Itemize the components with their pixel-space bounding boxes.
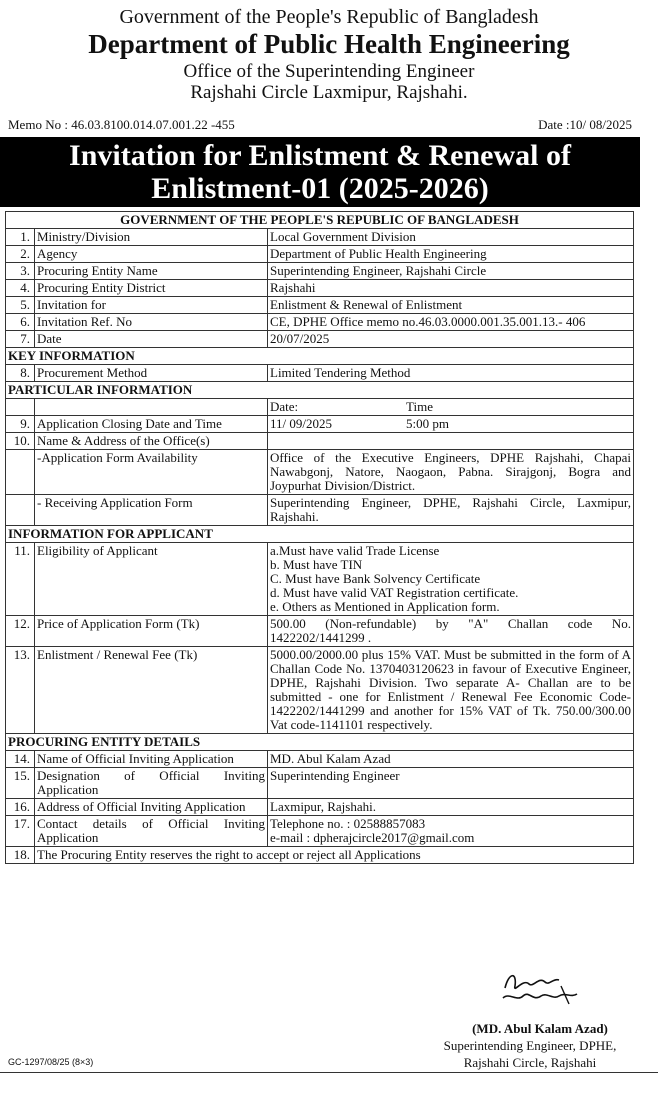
row-number: 9.: [6, 416, 35, 433]
row-value: 500.00 (Non-refundable) by "A" Challan code No. 1422202/1441299 .: [268, 616, 634, 647]
row-value: [268, 399, 634, 416]
gc-code: GC-1297/08/25 (8×3): [8, 1057, 94, 1067]
footer-divider: [0, 1072, 658, 1073]
row-number: 14.: [6, 751, 35, 768]
row-value: [268, 543, 634, 616]
table-row: [6, 799, 634, 816]
table-row: [6, 616, 634, 647]
row-number: 10.: [6, 433, 35, 450]
row-value: [268, 416, 634, 433]
row-key: Date: [35, 331, 268, 348]
table-row: [6, 263, 634, 280]
table-row: [6, 495, 634, 526]
contact-email: e-mail : dpherajcircle2017@gmail.com: [270, 830, 475, 845]
row-key: Procurement Method: [35, 365, 268, 382]
row-key: Name & Address of the Office(s): [35, 433, 268, 450]
header-department: Department of Public Health Engineering: [88, 29, 570, 59]
table-row: [6, 297, 634, 314]
table-row: [6, 847, 634, 864]
section-procuring-entity-details: PROCURING ENTITY DETAILS: [6, 734, 634, 751]
table-row: [6, 246, 634, 263]
signatory-office: Rajshahi Circle, Rajshahi: [463, 1055, 597, 1070]
row-key: - Receiving Application Form: [35, 495, 268, 526]
row-value: Local Government Division: [268, 229, 634, 246]
table-row: [6, 751, 634, 768]
memo-number: Memo No : 46.03.8100.014.07.001.22 -455: [8, 117, 235, 132]
table-row: [6, 280, 634, 297]
row-value: Office of the Executive Engineers, DPHE Rajshahi, Chapai Nawabgonj, Natore, Naogaon, Pabna. Sirajgonj, Bogra and Joypurhat Division/District.: [268, 450, 634, 495]
section-particular-information: PARTICULAR INFORMATION: [6, 382, 634, 399]
section-row: [6, 526, 634, 543]
row-value: Department of Public Health Engineering: [268, 246, 634, 263]
banner-line-2: Enlistment-01 (2025-2026): [151, 172, 489, 205]
row-number: [6, 450, 35, 495]
row-value: Rajshahi: [268, 280, 634, 297]
table-row: [6, 365, 634, 382]
table-row: [6, 816, 634, 847]
table-title-row: [6, 212, 634, 229]
row-value: Superintending Engineer: [268, 768, 634, 799]
row-value: 20/07/2025: [268, 331, 634, 348]
row-number: 18.: [6, 847, 35, 864]
eligibility-item: e. Others as Mentioned in Application form.: [270, 599, 500, 614]
contact-telephone: Telephone no. : 02588857083: [270, 816, 426, 831]
row-key: Name of Official Inviting Application: [35, 751, 268, 768]
table-row: [6, 768, 634, 799]
row-number: 6.: [6, 314, 35, 331]
row-key: -Application Form Availability: [35, 450, 268, 495]
section-row: [6, 348, 634, 365]
row-key: Enlistment / Renewal Fee (Tk): [35, 647, 268, 734]
row-value: Superintending Engineer, DPHE, Rajshahi Circle, Laxmipur, Rajshahi.: [268, 495, 634, 526]
row-value: Enlistment & Renewal of Enlistment: [268, 297, 634, 314]
header-circle: Rajshahi Circle Laxmipur, Rajshahi.: [190, 82, 468, 103]
time-header: Time: [406, 399, 433, 414]
row-key: Contact details of Official Inviting Application: [35, 816, 268, 847]
row-key: Procuring Entity District: [35, 280, 268, 297]
row-number: 3.: [6, 263, 35, 280]
row-key: Invitation Ref. No: [35, 314, 268, 331]
handwritten-signature: [495, 968, 585, 1010]
row-number: 8.: [6, 365, 35, 382]
row-key: [35, 399, 268, 416]
table-row: [6, 416, 634, 433]
table-row: [6, 331, 634, 348]
row-value: The Procuring Entity reserves the right to accept or reject all Applications: [35, 847, 634, 864]
row-number: 1.: [6, 229, 35, 246]
section-key-information: KEY INFORMATION: [6, 348, 634, 365]
row-number: [6, 495, 35, 526]
row-number: 5.: [6, 297, 35, 314]
row-key: Procuring Entity Name: [35, 263, 268, 280]
row-number: 15.: [6, 768, 35, 799]
row-key: Invitation for: [35, 297, 268, 314]
memo-date: Date :10/ 08/2025: [538, 117, 632, 132]
row-value: Laxmipur, Rajshahi.: [268, 799, 634, 816]
row-key: Designation of Official Inviting Application: [35, 768, 268, 799]
closing-date: 11/ 09/2025: [270, 416, 332, 431]
row-key: Eligibility of Applicant: [35, 543, 268, 616]
signatory-designation: Superintending Engineer, DPHE,: [443, 1038, 617, 1053]
section-row: [6, 734, 634, 751]
table-title: GOVERNMENT OF THE PEOPLE'S REPUBLIC OF BANGLADESH: [6, 212, 634, 229]
row-number: 12.: [6, 616, 35, 647]
title-banner: [0, 137, 640, 207]
row-value: [268, 816, 634, 847]
row-key: Agency: [35, 246, 268, 263]
row-value: [268, 433, 634, 450]
section-information-for-applicant: INFORMATION FOR APPLICANT: [6, 526, 634, 543]
table-row: [6, 399, 634, 416]
signatory-name: (MD. Abul Kalam Azad): [472, 1021, 608, 1036]
row-key: Address of Official Inviting Application: [35, 799, 268, 816]
header-office: Office of the Superintending Engineer: [183, 61, 475, 82]
row-number: 17.: [6, 816, 35, 847]
eligibility-item: C. Must have Bank Solvency Certificate: [270, 571, 481, 586]
eligibility-item: b. Must have TIN: [270, 557, 363, 572]
row-number: 16.: [6, 799, 35, 816]
table-row: [6, 314, 634, 331]
row-value: Limited Tendering Method: [268, 365, 634, 382]
table-row: [6, 229, 634, 246]
banner-line-1: Invitation for Enlistment & Renewal of: [69, 139, 571, 172]
eligibility-item: d. Must have valid VAT Registration certificate.: [270, 585, 519, 600]
row-number: [6, 399, 35, 416]
row-number: 13.: [6, 647, 35, 734]
row-number: 7.: [6, 331, 35, 348]
table-row: [6, 543, 634, 616]
table-row: [6, 433, 634, 450]
row-value: MD. Abul Kalam Azad: [268, 751, 634, 768]
row-value: CE, DPHE Office memo no.46.03.0000.001.35.001.13.- 406: [268, 314, 634, 331]
header-government: Government of the People's Republic of Bangladesh: [119, 6, 539, 28]
row-number: 4.: [6, 280, 35, 297]
row-key: Application Closing Date and Time: [35, 416, 268, 433]
date-header: Date:: [270, 399, 299, 414]
row-number: 2.: [6, 246, 35, 263]
row-value: 5000.00/2000.00 plus 15% VAT. Must be submitted in the form of A Challan Code No. 1370403120623 in favour of Executive Engineer, DPHE, Rajshahi Division. Two separate A- Challan are to be submitted - one for Enlistment / Renewal Fee Economic Code-1422202/1441299 and another for 15% VAT of Tk. 750.00/300.00 Vat code-1141101 respectively.: [268, 647, 634, 734]
eligibility-item: a.Must have valid Trade License: [270, 543, 440, 558]
invitation-table: [5, 211, 634, 864]
row-key: Price of Application Form (Tk): [35, 616, 268, 647]
table-row: [6, 450, 634, 495]
row-number: 11.: [6, 543, 35, 616]
closing-time: 5:00 pm: [406, 416, 449, 431]
row-key: Ministry/Division: [35, 229, 268, 246]
table-row: [6, 647, 634, 734]
section-row: [6, 382, 634, 399]
row-value: Superintending Engineer, Rajshahi Circle: [268, 263, 634, 280]
